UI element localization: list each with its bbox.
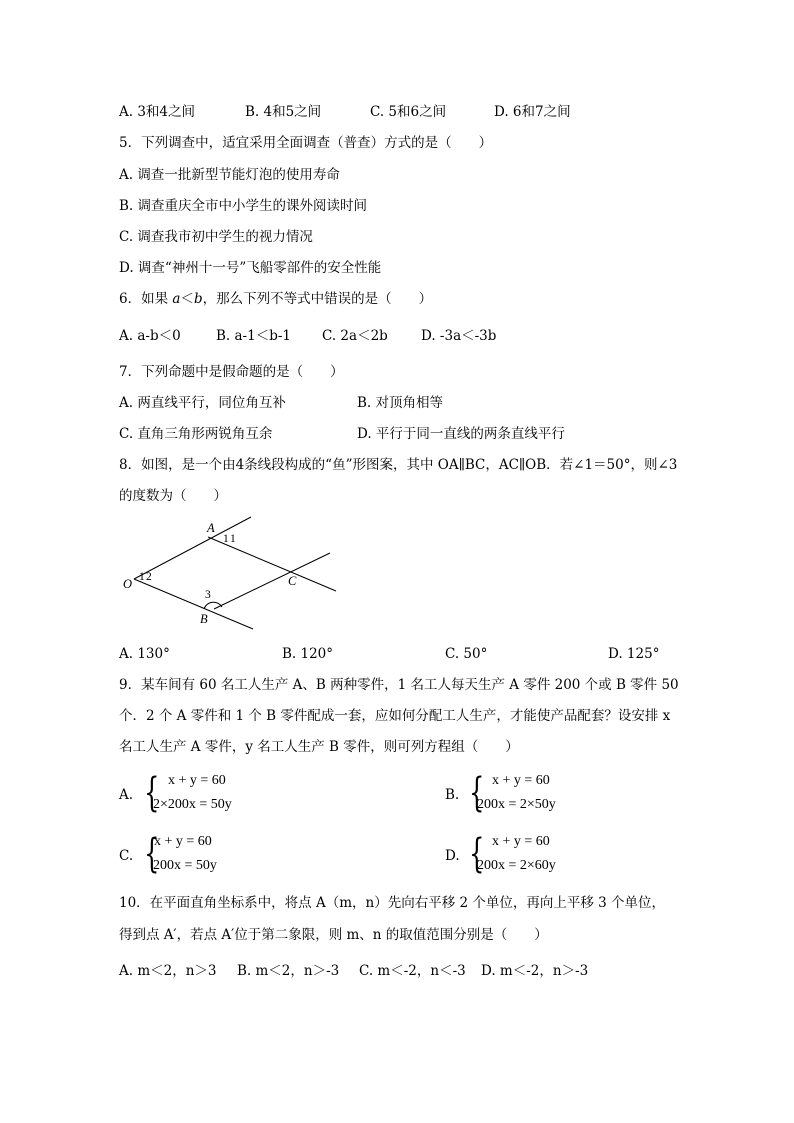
q9-option-d-eq1: x + y = 60 <box>492 834 550 849</box>
angle-3-arc <box>204 602 222 609</box>
q6-stem: 6．如果 a＜b，那么下列不等式中错误的是（ ） <box>119 291 433 307</box>
q9-option-c-brace: { <box>144 831 160 877</box>
q9-option-b-eq2: 200x = 2×50y <box>477 797 556 812</box>
q9-stem-line1: 9．某车间有 60 名工人生产 A、B 两种零件，1 名工人每天生产 A 零件 200 个或 B 零件 50 <box>119 677 679 693</box>
segment-ac <box>208 537 336 591</box>
label-angle-3: 3 <box>205 589 211 601</box>
q5-option-a: A. 调查一批新型节能灯泡的使用寿命 <box>119 167 340 183</box>
q9-option-b-eq1: x + y = 60 <box>492 773 550 788</box>
label-angle-1c: 1 <box>139 571 145 583</box>
fish-figure <box>118 513 378 638</box>
label-b: B <box>200 612 208 626</box>
q9-option-b-label: B. <box>445 787 460 803</box>
q6-stem-suffix: ，那么下列不等式中错误的是（ ） <box>202 291 433 307</box>
q10-option-a: A. m＜2，n＞3 <box>119 963 217 979</box>
q8-option-a: A. 130° <box>119 646 170 662</box>
label-a: A <box>207 521 215 535</box>
q9-option-a-eq1: x + y = 60 <box>168 773 226 788</box>
q9-option-c-label: C. <box>119 848 134 864</box>
label-o: O <box>123 577 133 591</box>
q5-stem: 5．下列调查中，适宜采用全面调查（普查）方式的是（ ） <box>119 135 493 151</box>
q6-option-a: A. a-b＜0 <box>119 328 181 344</box>
q9-option-a-label: A. <box>119 787 134 803</box>
q7-option-d: D. 平行于同一直线的两条直线平行 <box>357 426 565 442</box>
q6-stem-prefix: 6．如果 <box>119 291 169 307</box>
q9-option-c-eq2: 200x = 50y <box>153 858 217 873</box>
q6-option-c: C. 2a＜2b <box>322 328 388 344</box>
q9-option-b-brace: { <box>469 770 485 816</box>
q4-option-d: D. 6和7之间 <box>494 104 571 120</box>
q9-option-d-label: D. <box>445 848 460 864</box>
q9-stem-line2: 个．2 个 A 零件和 1 个 B 零件配成一套，应如何分配工人生产，才能使产品配套？设安排 x <box>119 708 671 724</box>
label-angle-1a: 1 <box>223 533 229 545</box>
q9-stem-line3: 名工人生产 A 零件，y 名工人生产 B 零件，则可列方程组（ ） <box>119 739 519 755</box>
q7-option-c: C. 直角三角形两锐角互余 <box>119 426 273 442</box>
q8-stem-line2: 的度数为（ ） <box>119 488 227 504</box>
q9-option-d-eq2: 200x = 2×60y <box>477 858 556 873</box>
q7-option-a: A. 两直线平行，同位角互补 <box>119 395 286 411</box>
q6-option-d: D. -3a＜-3b <box>421 328 497 344</box>
q8-option-d: D. 125° <box>608 646 660 662</box>
label-angle-2: 2 <box>146 571 152 583</box>
q4-option-a: A. 3和4之间 <box>119 104 196 120</box>
q10-option-c: C. m＜-2，n＜-3 <box>359 963 466 979</box>
label-c: C <box>288 574 297 588</box>
segment-ob <box>134 579 253 629</box>
q10-option-d: D. m＜-2，n＞-3 <box>481 963 589 979</box>
q4-option-c: C. 5和6之间 <box>370 104 447 120</box>
label-angle-1b: 1 <box>230 533 236 545</box>
q10-stem-line1: 10．在平面直角坐标系中，将点 A（m，n）先向右平移 2 个单位，再向上平移 3 个单位， <box>119 895 666 911</box>
q9-option-c-eq1: x + y = 60 <box>154 834 212 849</box>
q5-option-b: B. 调查重庆全市中小学生的课外阅读时间 <box>119 198 368 214</box>
q6-option-b: B. a-1＜b-1 <box>216 328 291 344</box>
q8-stem-line1: 8．如图，是一个由4条线段构成的“鱼”形图案，其中 OA∥BC，AC∥OB．若∠1＝50°，则∠3 <box>119 457 678 473</box>
q10-stem-line2: 得到点 A′，若点 A′位于第二象限，则 m、n 的取值范围分别是（ ） <box>119 927 548 943</box>
q5-option-d: D. 调查“神州十一号”飞船零部件的安全性能 <box>119 260 382 276</box>
q5-option-c: C. 调查我市初中学生的视力情况 <box>119 229 313 245</box>
q9-option-d-brace: { <box>469 831 485 877</box>
q4-option-b: B. 4和5之间 <box>245 104 322 120</box>
q7-option-b: B. 对顶角相等 <box>357 395 444 411</box>
q8-option-b: B. 120° <box>282 646 334 662</box>
q9-option-a-eq2: 2×200x = 50y <box>153 797 232 812</box>
q9-option-a-brace: { <box>144 770 160 816</box>
q8-option-c: C. 50° <box>445 646 488 662</box>
q7-stem: 7．下列命题中是假命题的是（ ） <box>119 364 344 380</box>
q10-option-b: B. m＜2，n＞-3 <box>237 963 340 979</box>
